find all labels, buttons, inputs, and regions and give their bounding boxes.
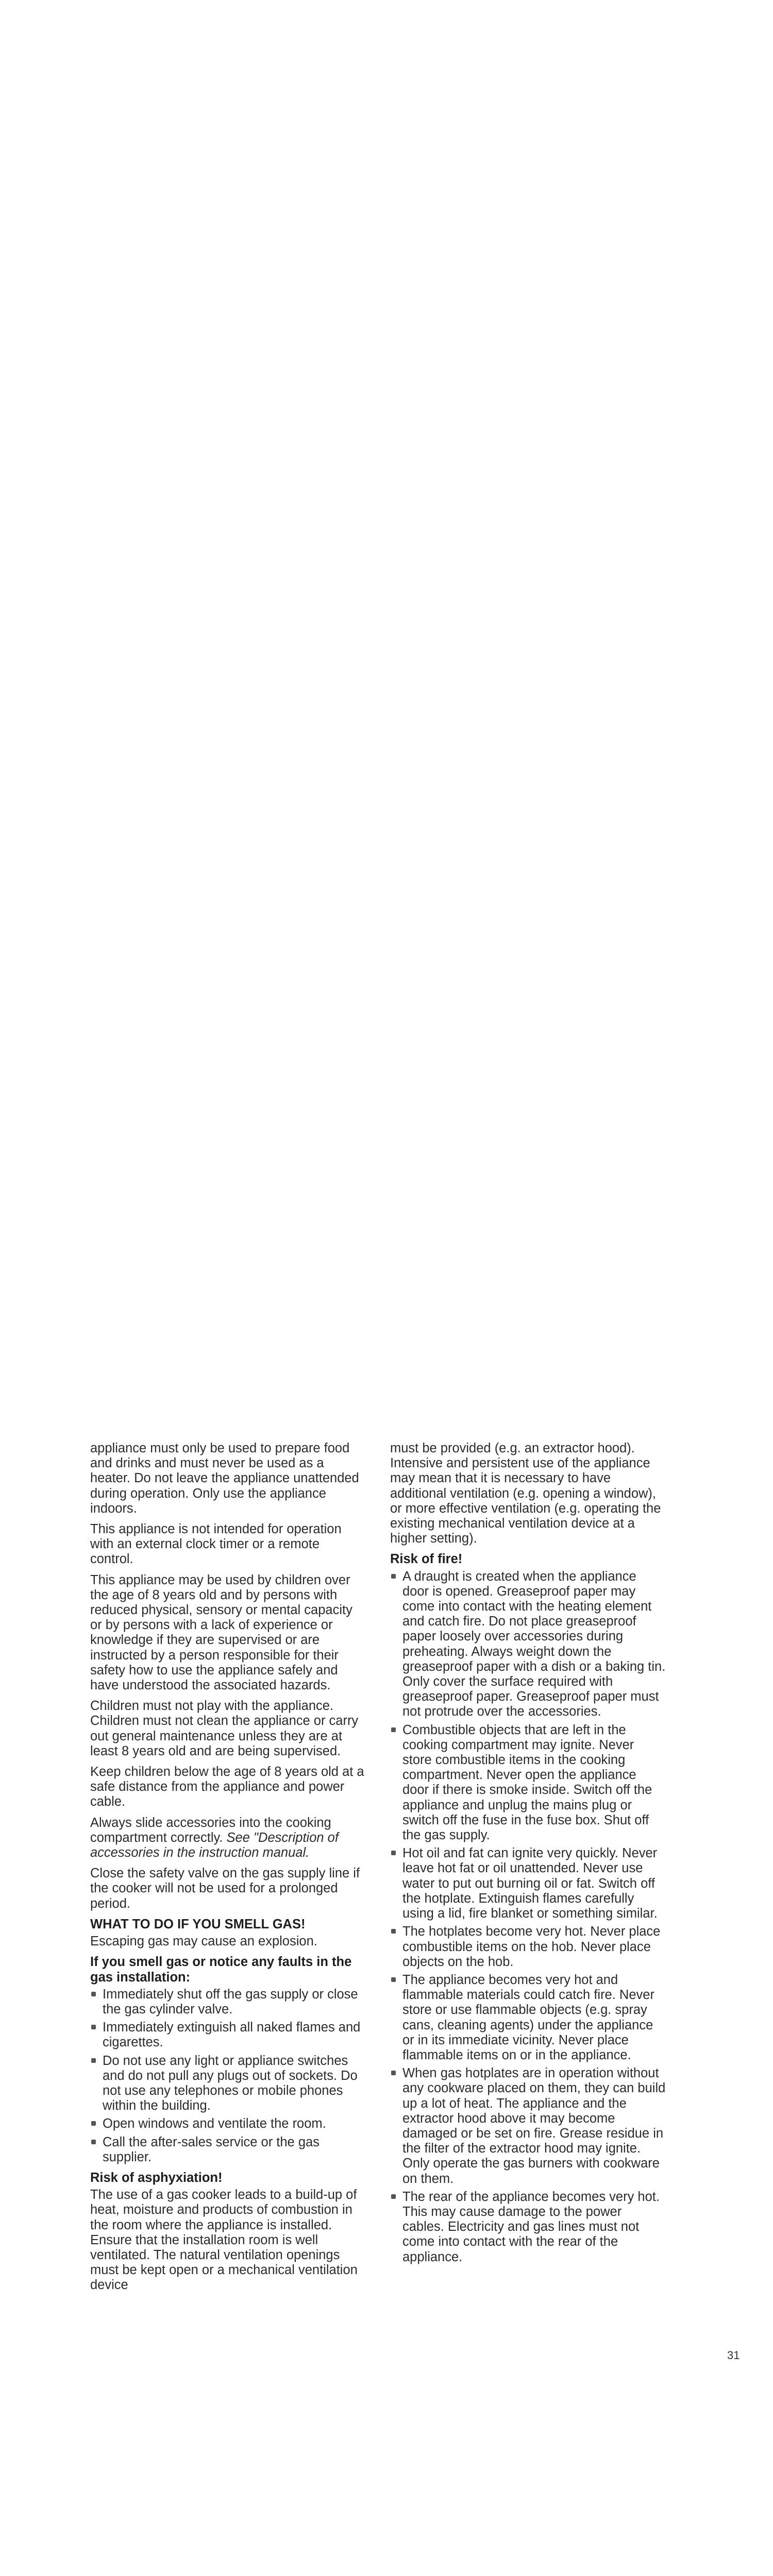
list-item: Call the after-sales service or the gas supplier. <box>90 2135 366 2165</box>
list-item: The rear of the appliance becomes very hot. This may cause damage to the power cables. Electricity and gas lines must not come into contact with the rear of the appliance. <box>390 2190 666 2265</box>
page-number: 31 <box>727 2349 740 2362</box>
gas-fault-heading: If you smell gas or notice any faults in the gas installation: <box>90 1955 352 1985</box>
list-item: Immediately extinguish all naked flames and cigarettes. <box>90 2020 366 2050</box>
left-column <box>90 1441 366 2299</box>
gas-steps-list <box>90 1987 366 2165</box>
right-column <box>390 1441 666 2270</box>
fire-risk-heading: Risk of fire! <box>390 1552 463 1567</box>
intended-use-paragraph: appliance must only be used to prepare food and drinks and must never be used as a heater. Do not leave the appliance unattended during operation. Only use the appliance indoors. <box>90 1441 359 1516</box>
list-item: Combustible objects that are left in the cooking compartment may ignite. Never store combustible items in the cooking compartment. Never open the appliance door if there is smoke inside. Switch off the appliance and unplug the mains plug or switch off the fuse in the fuse box. Shut off the gas supply. <box>390 1723 666 1843</box>
safe-distance-paragraph: Keep children below the age of 8 years old at a safe distance from the appliance and power cable. <box>90 1765 364 1809</box>
list-item: Open windows and ventilate the room. <box>90 2116 366 2131</box>
list-item: Do not use any light or appliance switches and do not pull any plugs out of sockets. Do not use any telephones or mobile phones within the building. <box>90 2054 366 2114</box>
children-use-paragraph: This appliance may be used by children over the age of 8 years old and by persons with reduced physical, sensory or mental capacity or by persons with a lack of experience or knowledge if they are supervised or are instructed by a person responsible for their safety how to use the appliance safely and have understood the associated hazards. <box>90 1572 352 1693</box>
list-item: A draught is created when the appliance door is opened. Greaseproof paper may come into contact with the heating element and catch fire. Do not place greaseproof paper loosely over accessories during preheating. Always weight down the greaseproof paper with a dish or a baking tin. Only cover the surface required with greaseproof paper. Greaseproof paper must not protrude over the accessories. <box>390 1569 666 1720</box>
ventilation-continued-paragraph: must be provided (e.g. an extractor hood). Intensive and persistent use of the appliance may mean that it is necessary to have additional ventilation (e.g. opening a window), or more effective ventilation (e.g. operating the existing mechanical ventilation device at a higher setting). <box>390 1441 661 1546</box>
timer-paragraph: This appliance is not intended for operation with an external clock timer or a remote control. <box>90 1522 342 1567</box>
list-item: When gas hotplates are in operation without any cookware placed on them, they can build up a lot of heat. The appliance and the extractor hood above it may become damaged or be set on fire. Grease residue in the filter of the extractor hood may ignite. Only operate the gas burners with cookware on them. <box>390 2066 666 2187</box>
accessories-paragraph <box>90 1816 366 1861</box>
ventilation-paragraph: The use of a gas cooker leads to a build-up of heat, moisture and products of combustion in the room where the appliance is installed. Ensure that the installation room is well ventilated. The natural ventilation openings must be kept open or a mechanical ventilation device <box>90 2188 358 2293</box>
list-item: Hot oil and fat can ignite very quickly. Never leave hot fat or oil unattended. Never use water to put out burning oil or fat. Switch off the hotplate. Extinguish flames carefully using a lid, fire blanket or something similar. <box>390 1846 666 1921</box>
asphyxiation-heading: Risk of asphyxiation! <box>90 2170 223 2185</box>
accessories-reference: See "Description of accessories in the instruction manual. <box>90 1830 339 1860</box>
list-item: The hotplates become very hot. Never place combustible items on the hob. Never place objects on the hob. <box>390 1924 666 1970</box>
fire-risk-list <box>390 1569 666 2265</box>
list-item: The appliance becomes very hot and flammable materials could catch fire. Never store or use flammable objects (e.g. spray cans, cleaning agents) under the appliance or in its immediate vicinity. Never place flammable items on or in the appliance. <box>390 1973 666 2063</box>
list-item: Immediately shut off the gas supply or close the gas cylinder valve. <box>90 1987 366 2017</box>
safety-valve-paragraph: Close the safety valve on the gas supply line if the cooker will not be used for a prolonged period. <box>90 1866 360 1911</box>
children-play-paragraph: Children must not play with the appliance. Children must not clean the appliance or carry out general maintenance unless they are at least 8 years old and are being supervised. <box>90 1699 359 1758</box>
accessories-text: Always slide accessories into the cooking compartment correctly. <box>90 1815 331 1845</box>
explosion-paragraph: Escaping gas may cause an explosion. <box>90 1934 317 1949</box>
gas-smell-heading: WHAT TO DO IF YOU SMELL GAS! <box>90 1917 306 1931</box>
